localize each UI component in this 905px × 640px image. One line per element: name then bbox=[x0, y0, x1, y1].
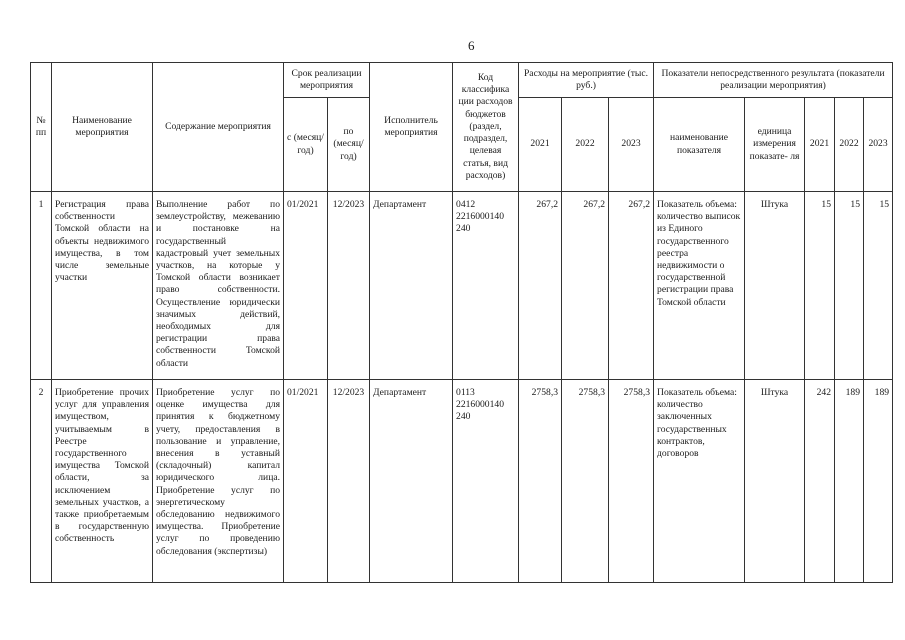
activities-table bbox=[30, 62, 893, 583]
cell-ind-2022: 15 bbox=[835, 192, 864, 380]
table-row bbox=[31, 192, 893, 380]
cell-ind-2021: 15 bbox=[805, 192, 835, 380]
cell-indicator: Показатель объема: количество выписок из Единого государственного реестра недвижимости о государственной регистрации права Томской области bbox=[654, 192, 745, 380]
cell-to: 12/2023 bbox=[328, 192, 370, 380]
page-number: 6 bbox=[468, 38, 475, 53]
cell-code: 0113 2216000140 240 bbox=[453, 380, 519, 583]
cell-num: 1 bbox=[31, 192, 52, 380]
cell-name: Приобретение прочих услуг для управления имуществом, учитываемым в Реестре государственного имущества Томской области, за исключением земельных участков, а также приобретаемым в государственную собственность bbox=[52, 380, 153, 583]
header-period-to: по (месяц/ год) bbox=[328, 98, 370, 192]
header-executor: Исполнитель мероприятия bbox=[370, 63, 453, 192]
header-expenses: Расходы на мероприятие (тыс. руб.) bbox=[519, 63, 654, 98]
cell-ind-2022: 189 bbox=[835, 380, 864, 583]
cell-exp-2022: 2758,3 bbox=[562, 380, 609, 583]
cell-content: Приобретение услуг по оценке имущества для принятия к бюджетному учету, предоставления в пользование и управление, внесения в уставный (складочный) капитал юридического лица. Приобретение услуг по энергетическому обследованию недвижимого имущества. Приобретение услуг по проведению обследования (экспертизы) bbox=[153, 380, 284, 583]
header-exp-year-2022: 2022 bbox=[562, 98, 609, 192]
cell-ind-2023: 189 bbox=[864, 380, 893, 583]
header-name: Наименование мероприятия bbox=[52, 63, 153, 192]
header-ind-year-2023: 2023 bbox=[864, 98, 893, 192]
header-period-from: с (месяц/ год) bbox=[284, 98, 328, 192]
cell-executor: Департамент bbox=[370, 380, 453, 583]
table-row bbox=[31, 380, 893, 583]
cell-unit: Штука bbox=[745, 380, 805, 583]
cell-unit: Штука bbox=[745, 192, 805, 380]
cell-exp-2021: 267,2 bbox=[519, 192, 562, 380]
header-ind-year-2021: 2021 bbox=[805, 98, 835, 192]
cell-content: Выполнение работ по землеустройству, межеванию и постановке на государственный кадастровый учет земельных участков, на которые у Томской области возникает право собственности. Осуществление юридически значимых действий, необходимых для регистрации права собственности Томской области bbox=[153, 192, 284, 380]
cell-code: 0412 2216000140 240 bbox=[453, 192, 519, 380]
cell-ind-2023: 15 bbox=[864, 192, 893, 380]
cell-exp-2023: 267,2 bbox=[609, 192, 654, 380]
header-indicators: Показатели непосредственного результата (показатели реализации мероприятия) bbox=[654, 63, 893, 98]
header-period: Срок реализации мероприятия bbox=[284, 63, 370, 98]
cell-ind-2021: 242 bbox=[805, 380, 835, 583]
cell-executor: Департамент bbox=[370, 192, 453, 380]
header-num: № пп bbox=[31, 63, 52, 192]
cell-exp-2023: 2758,3 bbox=[609, 380, 654, 583]
header-exp-year-2021: 2021 bbox=[519, 98, 562, 192]
cell-from: 01/2021 bbox=[284, 192, 328, 380]
header-exp-year-2023: 2023 bbox=[609, 98, 654, 192]
header-ind-year-2022: 2022 bbox=[835, 98, 864, 192]
cell-name: Регистрация права собственности Томской области на объекты недвижимого имущества, в том числе земельные участки bbox=[52, 192, 153, 380]
header-ind-unit: единица измерения показате- ля bbox=[745, 98, 805, 192]
header-content: Содержание мероприятия bbox=[153, 63, 284, 192]
cell-num: 2 bbox=[31, 380, 52, 583]
cell-indicator: Показатель объема: количество заключенных государственных контрактов, договоров bbox=[654, 380, 745, 583]
header-ind-name: наименование показателя bbox=[654, 98, 745, 192]
cell-from: 01/2021 bbox=[284, 380, 328, 583]
cell-to: 12/2023 bbox=[328, 380, 370, 583]
header-row-top bbox=[31, 63, 893, 98]
cell-exp-2022: 267,2 bbox=[562, 192, 609, 380]
cell-exp-2021: 2758,3 bbox=[519, 380, 562, 583]
header-code: Код классифика ции расходов бюджетов (раздел, подраздел, целевая статья, вид расходов) bbox=[453, 63, 519, 192]
